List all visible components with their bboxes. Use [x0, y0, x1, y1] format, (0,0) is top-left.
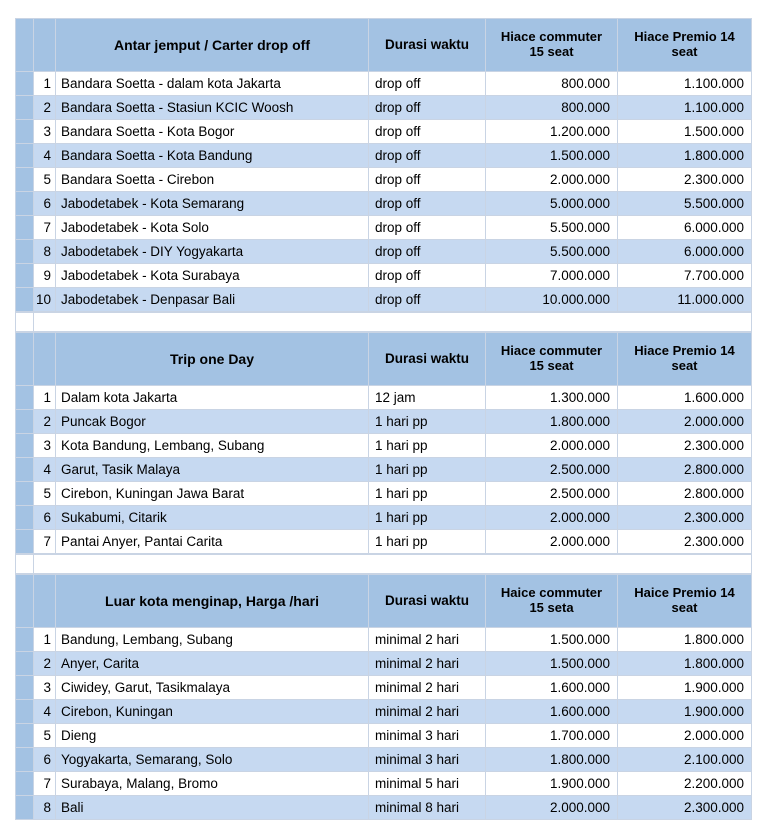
row-duration: 1 hari pp [369, 410, 486, 434]
row-stripe-cell [16, 575, 34, 628]
table-spacer-row [15, 312, 752, 332]
row-price-premio: 2.800.000 [618, 482, 752, 506]
table-header-row [16, 333, 752, 386]
row-stripe-cell [16, 724, 34, 748]
row-description: Pantai Anyer, Pantai Carita [56, 530, 369, 554]
table-row [16, 700, 752, 724]
row-index: 4 [34, 700, 56, 724]
header-description: Luar kota menginap, Harga /hari [56, 575, 369, 628]
table-row [16, 458, 752, 482]
row-stripe-cell [16, 216, 34, 240]
row-index: 6 [34, 192, 56, 216]
price-table-antar-jemput [15, 18, 752, 312]
row-price-commuter: 1.500.000 [486, 652, 618, 676]
row-price-premio: 6.000.000 [618, 240, 752, 264]
row-price-premio: 2.300.000 [618, 434, 752, 458]
table-header-row [16, 19, 752, 72]
row-description: Sukabumi, Citarik [56, 506, 369, 530]
row-description: Jabodetabek - Denpasar Bali [56, 288, 369, 312]
table-row [16, 264, 752, 288]
table-row [16, 530, 752, 554]
header-duration: Durasi waktu [369, 333, 486, 386]
row-duration: 1 hari pp [369, 530, 486, 554]
row-price-premio: 1.500.000 [618, 120, 752, 144]
spacer-row [16, 313, 752, 332]
row-index: 4 [34, 458, 56, 482]
row-price-premio: 2.300.000 [618, 796, 752, 820]
header-price-commuter-line2: 15 seat [529, 358, 574, 373]
row-description: Bandara Soetta - Kota Bogor [56, 120, 369, 144]
spacer-stripe-cell [16, 555, 34, 574]
row-price-commuter: 1.700.000 [486, 724, 618, 748]
row-stripe-cell [16, 144, 34, 168]
row-index: 7 [34, 216, 56, 240]
row-price-premio: 6.000.000 [618, 216, 752, 240]
table-row [16, 482, 752, 506]
row-stripe-cell [16, 386, 34, 410]
row-stripe-cell [16, 796, 34, 820]
row-duration: 12 jam [369, 386, 486, 410]
row-description: Yogyakarta, Semarang, Solo [56, 748, 369, 772]
row-stripe-cell [16, 772, 34, 796]
row-index: 7 [34, 772, 56, 796]
row-price-commuter: 800.000 [486, 72, 618, 96]
row-description: Puncak Bogor [56, 410, 369, 434]
row-duration: minimal 5 hari [369, 772, 486, 796]
row-duration: minimal 8 hari [369, 796, 486, 820]
row-index: 3 [34, 676, 56, 700]
row-price-commuter: 1.300.000 [486, 386, 618, 410]
row-duration: 1 hari pp [369, 458, 486, 482]
row-stripe-cell [16, 264, 34, 288]
row-price-commuter: 5.500.000 [486, 216, 618, 240]
header-description: Antar jemput / Carter drop off [56, 19, 369, 72]
row-price-premio: 1.800.000 [618, 144, 752, 168]
row-description: Surabaya, Malang, Bromo [56, 772, 369, 796]
header-price-premio-line2: seat [671, 600, 698, 615]
row-price-premio: 2.300.000 [618, 168, 752, 192]
row-description: Jabodetabek - Kota Solo [56, 216, 369, 240]
row-stripe-cell [16, 676, 34, 700]
row-price-premio: 1.800.000 [618, 652, 752, 676]
row-stripe-cell [16, 434, 34, 458]
row-stripe-cell [16, 72, 34, 96]
row-price-premio: 2.300.000 [618, 530, 752, 554]
row-price-commuter: 1.600.000 [486, 700, 618, 724]
table-row [16, 676, 752, 700]
row-description: Ciwidey, Garut, Tasikmalaya [56, 676, 369, 700]
row-duration: drop off [369, 192, 486, 216]
row-price-premio: 1.100.000 [618, 72, 752, 96]
header-index [34, 19, 56, 72]
row-price-premio: 2.000.000 [618, 724, 752, 748]
row-index: 1 [34, 386, 56, 410]
row-price-commuter: 7.000.000 [486, 264, 618, 288]
row-price-commuter: 2.500.000 [486, 482, 618, 506]
row-duration: minimal 2 hari [369, 700, 486, 724]
price-table-luar-kota-menginap [15, 574, 752, 820]
row-price-premio: 1.800.000 [618, 628, 752, 652]
table-spacer-row [15, 554, 752, 574]
row-duration: drop off [369, 216, 486, 240]
spacer-cell [34, 313, 752, 332]
header-index [34, 333, 56, 386]
table-row [16, 628, 752, 652]
row-description: Bandara Soetta - Cirebon [56, 168, 369, 192]
row-description: Bandara Soetta - dalam kota Jakarta [56, 72, 369, 96]
table-row [16, 192, 752, 216]
row-description: Dieng [56, 724, 369, 748]
row-index: 7 [34, 530, 56, 554]
row-price-commuter: 1.900.000 [486, 772, 618, 796]
header-price-commuter-line2: 15 seta [529, 600, 574, 615]
row-index: 2 [34, 96, 56, 120]
row-duration: minimal 2 hari [369, 652, 486, 676]
row-stripe-cell [16, 333, 34, 386]
row-index: 1 [34, 72, 56, 96]
row-duration: drop off [369, 72, 486, 96]
row-price-commuter: 5.500.000 [486, 240, 618, 264]
row-index: 10 [34, 288, 56, 312]
header-price-commuter-line1: Haice commuter [500, 585, 603, 601]
row-stripe-cell [16, 240, 34, 264]
spacer-cell [34, 555, 752, 574]
table-row [16, 652, 752, 676]
row-stripe-cell [16, 120, 34, 144]
row-index: 5 [34, 482, 56, 506]
tables-container [15, 18, 751, 820]
row-index: 6 [34, 748, 56, 772]
row-index: 6 [34, 506, 56, 530]
row-stripe-cell [16, 168, 34, 192]
table-row [16, 144, 752, 168]
row-stripe-cell [16, 700, 34, 724]
row-index: 8 [34, 240, 56, 264]
table-row [16, 288, 752, 312]
row-duration: drop off [369, 240, 486, 264]
row-price-commuter: 1.800.000 [486, 410, 618, 434]
row-price-commuter: 800.000 [486, 96, 618, 120]
table-row [16, 120, 752, 144]
row-price-commuter: 2.500.000 [486, 458, 618, 482]
row-index: 3 [34, 434, 56, 458]
header-price-premio-line2: seat [671, 44, 698, 59]
row-duration: drop off [369, 288, 486, 312]
row-price-commuter: 2.000.000 [486, 796, 618, 820]
row-stripe-cell [16, 482, 34, 506]
row-index: 4 [34, 144, 56, 168]
row-stripe-cell [16, 410, 34, 434]
row-index: 3 [34, 120, 56, 144]
row-index: 5 [34, 724, 56, 748]
row-index: 8 [34, 796, 56, 820]
row-price-commuter: 2.000.000 [486, 530, 618, 554]
row-price-premio: 1.600.000 [618, 386, 752, 410]
row-price-premio: 1.100.000 [618, 96, 752, 120]
row-price-commuter: 1.200.000 [486, 120, 618, 144]
row-duration: 1 hari pp [369, 434, 486, 458]
row-duration: 1 hari pp [369, 482, 486, 506]
header-index [34, 575, 56, 628]
table-row [16, 240, 752, 264]
row-description: Jabodetabek - Kota Surabaya [56, 264, 369, 288]
header-price-commuter-line1: Hiace commuter [500, 343, 603, 359]
row-price-commuter: 1.500.000 [486, 144, 618, 168]
row-duration: drop off [369, 168, 486, 192]
header-price-premio [618, 333, 752, 386]
row-index: 9 [34, 264, 56, 288]
row-description: Bandara Soetta - Stasiun KCIC Woosh [56, 96, 369, 120]
row-description: Cirebon, Kuningan [56, 700, 369, 724]
row-duration: drop off [369, 120, 486, 144]
table-row [16, 168, 752, 192]
table-row [16, 796, 752, 820]
row-stripe-cell [16, 506, 34, 530]
table-row [16, 506, 752, 530]
spacer-row [16, 555, 752, 574]
spacer-stripe-cell [16, 313, 34, 332]
table-header-row [16, 575, 752, 628]
row-duration: minimal 2 hari [369, 628, 486, 652]
table-row [16, 96, 752, 120]
table-row [16, 216, 752, 240]
table-row [16, 410, 752, 434]
header-price-premio-line2: seat [671, 358, 698, 373]
header-price-commuter [486, 575, 618, 628]
row-description: Jabodetabek - DIY Yogyakarta [56, 240, 369, 264]
header-price-commuter [486, 333, 618, 386]
header-price-commuter-line2: 15 seat [529, 44, 574, 59]
row-description: Bali [56, 796, 369, 820]
row-description: Kota Bandung, Lembang, Subang [56, 434, 369, 458]
row-stripe-cell [16, 96, 34, 120]
row-duration: minimal 3 hari [369, 748, 486, 772]
header-price-premio-line1: Hiace Premio 14 [634, 343, 735, 359]
row-duration: minimal 3 hari [369, 724, 486, 748]
header-price-commuter [486, 19, 618, 72]
row-duration: drop off [369, 144, 486, 168]
row-price-premio: 2.000.000 [618, 410, 752, 434]
table-row [16, 772, 752, 796]
row-price-commuter: 1.500.000 [486, 628, 618, 652]
row-price-commuter: 1.800.000 [486, 748, 618, 772]
row-description: Garut, Tasik Malaya [56, 458, 369, 482]
table-row [16, 72, 752, 96]
row-price-commuter: 2.000.000 [486, 506, 618, 530]
row-description: Bandara Soetta - Kota Bandung [56, 144, 369, 168]
table-row [16, 748, 752, 772]
row-index: 1 [34, 628, 56, 652]
row-description: Jabodetabek - Kota Semarang [56, 192, 369, 216]
row-stripe-cell [16, 19, 34, 72]
row-index: 2 [34, 652, 56, 676]
header-duration: Durasi waktu [369, 19, 486, 72]
row-index: 5 [34, 168, 56, 192]
row-price-commuter: 10.000.000 [486, 288, 618, 312]
row-price-commuter: 2.000.000 [486, 168, 618, 192]
row-price-commuter: 2.000.000 [486, 434, 618, 458]
row-price-premio: 11.000.000 [618, 288, 752, 312]
row-price-premio: 2.800.000 [618, 458, 752, 482]
row-price-commuter: 1.600.000 [486, 676, 618, 700]
row-price-premio: 2.200.000 [618, 772, 752, 796]
row-stripe-cell [16, 530, 34, 554]
row-duration: minimal 2 hari [369, 676, 486, 700]
header-price-premio [618, 19, 752, 72]
row-price-premio: 7.700.000 [618, 264, 752, 288]
row-price-premio: 1.900.000 [618, 700, 752, 724]
row-stripe-cell [16, 628, 34, 652]
row-price-commuter: 5.000.000 [486, 192, 618, 216]
row-stripe-cell [16, 288, 34, 312]
row-price-premio: 2.300.000 [618, 506, 752, 530]
row-duration: drop off [369, 264, 486, 288]
row-duration: 1 hari pp [369, 506, 486, 530]
row-stripe-cell [16, 458, 34, 482]
header-duration: Durasi waktu [369, 575, 486, 628]
header-price-premio-line1: Hiace Premio 14 [634, 29, 735, 45]
row-description: Cirebon, Kuningan Jawa Barat [56, 482, 369, 506]
header-price-commuter-line1: Hiace commuter [500, 29, 603, 45]
header-price-premio-line1: Haice Premio 14 [634, 585, 735, 601]
price-table-trip-one-day [15, 332, 752, 554]
row-duration: drop off [369, 96, 486, 120]
header-description: Trip one Day [56, 333, 369, 386]
row-description: Dalam kota Jakarta [56, 386, 369, 410]
table-row [16, 386, 752, 410]
row-description: Anyer, Carita [56, 652, 369, 676]
row-price-premio: 1.900.000 [618, 676, 752, 700]
header-price-premio [618, 575, 752, 628]
table-row [16, 434, 752, 458]
row-price-premio: 2.100.000 [618, 748, 752, 772]
row-stripe-cell [16, 748, 34, 772]
table-row [16, 724, 752, 748]
row-index: 2 [34, 410, 56, 434]
row-stripe-cell [16, 192, 34, 216]
row-stripe-cell [16, 652, 34, 676]
row-price-premio: 5.500.000 [618, 192, 752, 216]
row-description: Bandung, Lembang, Subang [56, 628, 369, 652]
